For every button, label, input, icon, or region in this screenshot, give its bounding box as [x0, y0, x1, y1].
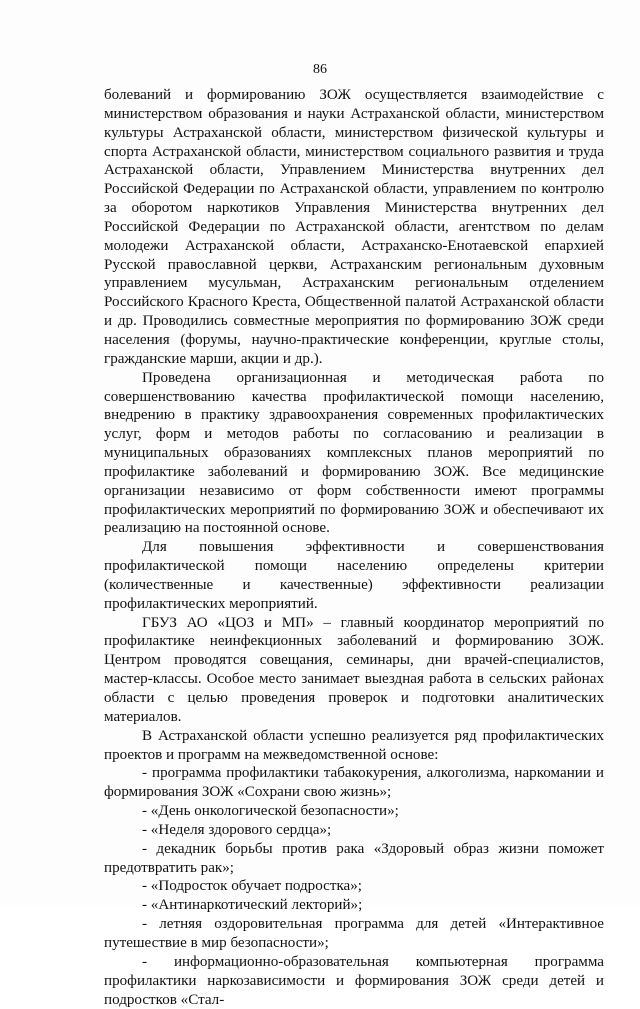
- list-item: - декадник борьбы против рака «Здоровый образ жизни поможет предотвратить рак»;: [104, 840, 604, 876]
- list-item: - информационно-образовательная компьютерная программа профилактики наркозависимости и формирования ЗОЖ среди детей и подростков «Стал-: [104, 953, 604, 1008]
- paragraph-efficiency-criteria: Для повышения эффективности и совершенствования профилактической помощи населению определены критерии (количественные и качественные) эффективности реализации профилактических мероприятий.: [104, 539, 604, 612]
- list-item: - «Неделя здорового сердца»;: [142, 821, 332, 838]
- body-text: [104, 86, 604, 1009]
- list-item: - «Подросток обучает подростка»;: [142, 878, 362, 895]
- paragraph-interaction-partners: болеваний и формированию ЗОЖ осуществляется взаимодействие с министерством образования и науки Астраханской области, министерством культуры Астраханской области, министерством физической культуры и спорта Астраханской области, министерством социального развития и труда Астраханской области, Управлением Министерства внутренних дел Российской Федерации по Астраханской области, управлением по контролю за оборотом наркотиков Управления Министерства внутренних дел Российской Федерации по Астраханской области, агентством по делам молодежи Астраханской области, Астраханско-Енотаевской епархией Русской православной церкви, Астраханским региональным духовным управлением мусульман, Астраханским региональным отделением Российского Красного Креста, Общественной палатой Астраханской области и др. Проводились совместные мероприятия по формированию ЗОЖ среди населения (форумы, научно-практические конференции, круглые столы, гражданские марши, акции и др.).: [104, 87, 604, 367]
- list-item: - летняя оздоровительная программа для детей «Интерактивное путешествие в мир безопасности»;: [104, 916, 604, 951]
- paragraph-organizational-work: Проведена организационная и методическая работа по совершенствованию качества профилактической помощи населению, внедрению в практику здравоохранения современных профилактических услуг, форм и методов работы по согласованию и реализации в муниципальных образованиях комплексных планов мероприятий по профилактике заболеваний и формированию ЗОЖ. Все медицинские организации независимо от форм собственности имеют программы профилактических мероприятий по формированию ЗОЖ и обеспечивают их реализацию на постоянной основе.: [104, 369, 604, 537]
- list-item: - программа профилактики табакокурения, алкоголизма, наркомании и формирования ЗОЖ «Сохрани свою жизнь»;: [104, 765, 604, 801]
- page-number: 86: [313, 62, 327, 77]
- paragraph-coordinator: ГБУЗ АО «ЦОЗ и МП» – главный координатор мероприятий по профилактике неинфекционных заболеваний и формированию ЗОЖ. Центром проводятся совещания, семинары, дни врачей-специалистов, мастер-классы. Особое место занимает выездная работа в сельских районах области с целью проведения проверок и подготовки аналитических материалов.: [104, 614, 604, 725]
- list-item: - «Антинаркотический лекторий»;: [142, 897, 363, 914]
- list-item: - «День онкологической безопасности»;: [142, 803, 399, 820]
- paragraph-projects-intro: В Астраханской области успешно реализуется ряд профилактических проектов и программ на межведомственной основе:: [104, 727, 604, 763]
